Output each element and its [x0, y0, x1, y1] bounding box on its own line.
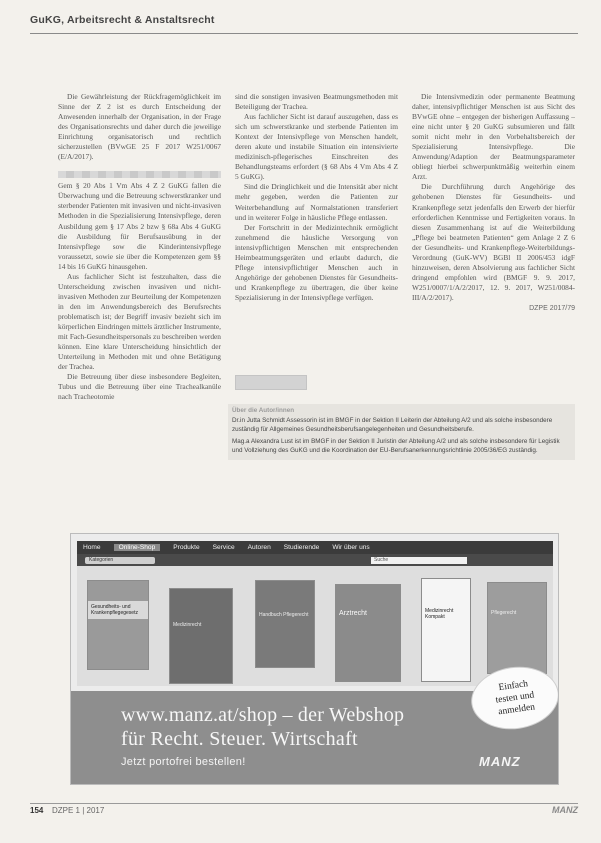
book-cover: Pflegerecht	[487, 582, 547, 674]
ad-nav-item-active: Online-Shop	[114, 544, 161, 551]
author-entry: Dr.in Jutta Schmidt Assessorin ist im BMGF in der Sektion II Leiterin der Abteilung A/2 und als solche insbesondere zuständig für Allgemeines Gesundheitsberufsangelegenheiten und Gesundheitsberufe.	[232, 417, 553, 434]
running-header	[30, 14, 578, 34]
text-column-1	[58, 92, 221, 402]
ad-nav-item: Home	[83, 544, 101, 551]
footer-brand-logo: MANZ	[552, 805, 578, 815]
author-box-heading: Über die Autor/innen	[232, 407, 295, 414]
article-signature: DZPE 2017/79	[529, 304, 575, 312]
page-number: 154	[30, 806, 44, 815]
book-cover: Medizinrecht Kompakt	[421, 578, 471, 682]
stamp-line: testen und	[495, 690, 535, 706]
ad-book-shelf	[77, 566, 553, 686]
paragraph: Die Intensivmedizin oder permanente Beatmung daher, intensivpflichtiger Menschen ist aus Sicht des BVwGE ohne – entgegen der bisherigen Auffassung – eine nicht unter § 20 GuKG subsumieren und fällt somit nicht mehr in den Vorbehaltsbereich der Spezialisierung Intensivpflege. Die Anwendung/Adaption der Beatmungsparameter obliegt hierbei schwerpunktmäßig weiterhin einem Arzt.	[412, 92, 575, 182]
paragraph: Die Durchführung durch Angehörige des gehobenen Dienstes für Gesundheits- und Krankenpflege setzt jedenfalls den Erwerb der hierfür erforderlichen Kenntnisse und Fertigkeiten voraus. In diesen Zusammenhang ist auf die Weiterbildung „Pflege bei beatmeten Patienten“ gem Anlage 2 Z 6 der Gesundheits- und Krankenpflege-Weiterbildungs-Verordnung (GuK-WV) BGBl II 2006/453 idgF hinzuweisen, deren Absolvierung aus fachlicher Sicht dringend empfohlen wird (BMGF 9. 9. 2017, W251/0007/1/A/2/2017, 12. 9. 2017, W251/0084-III/A/2/2017).	[412, 182, 575, 302]
ad-call-to-action[interactable]: Jetzt portofrei bestellen!	[121, 756, 246, 768]
book-cover: Handbuch Pflegerecht	[255, 580, 315, 668]
ad-nav-item: Autoren	[247, 544, 271, 551]
paragraph: sind die sonstigen invasiven Beatmungsmethoden mit Beteiligung der Trachea.	[235, 92, 398, 112]
ad-category-select: Kategorien	[85, 557, 155, 564]
paragraph: Der Fortschritt in der Medizintechnik ermöglicht zunehmend die häusliche Versorgung von intensivpflichtigen Menschen mit entsprechenden Heimbeatmungsgeräten und erlaubt dadurch, die Pflege intensivpflichtiger Menschen auch in Angehörige der gehobenen Dienstes für Gesundheits- und Krankenpflege zu übertragen, die über keine Spezialisierung in der Intensivpflege verfügen.	[235, 222, 398, 302]
paragraph: Die Betreuung über diese insbesondere Begleiten, Tubus und die Betreuung über eine Trachealkanüle nach Tracheotomie	[58, 372, 221, 402]
book-cover: Medizinrecht	[169, 588, 233, 684]
book-cover: Arztrecht	[335, 584, 401, 682]
author-entry: Mag.a Alexandra Lust ist im BMGF in der Sektion II Juristin der Abteilung A/2 und als solche insbesondere für Legistik und Vollziehung des GuKG und die Koordination der EU-Berufsanerkennungsrichtlinie 2005/36/EG zuständig.	[232, 437, 560, 454]
ad-slogan-tagline: für Recht. Steuer. Wirtschaft	[121, 728, 358, 750]
text-column-2	[235, 92, 398, 303]
paragraph: Sind die Dringlichkeit und die Intensität aber nicht mehr gegeben, werden die Patienten zur Weiterbehandlung auf Normalstationen transferiert und in weiterer Folge in häusliche Pflege entlassen.	[235, 182, 398, 222]
paragraph: Aus fachlicher Sicht ist festzuhalten, dass die Unterscheidung zwischen invasiven und nicht-invasiven Methoden zur Beurteilung der Kompetenzen in den im Anwendungsbereich des Berufsrechts problematisch ist; der Begriff invasiv bezieht sich im körperlichen Eindringen mittels ärztlicher Instrumente, mit Fach-Gesundheitspersonals zu beschreiben werden können. Eine klare Unterscheidung hinsichtlich der Unterteilung in Methoden mit und ohne Betätigung der Trachea.	[58, 271, 221, 372]
book-cover: Gesundheits- und Krankenpflegegesetz	[87, 580, 149, 670]
text-column-3	[412, 92, 575, 314]
ad-nav-item: Service	[212, 544, 235, 551]
ad-nav-item: Produkte	[173, 544, 200, 551]
author-info-box	[228, 404, 575, 460]
stamp-line: anmelden	[497, 702, 536, 718]
ad-search-field: Suche	[371, 557, 467, 564]
issue-label: DZPE 1 | 2017	[52, 806, 105, 815]
paragraph: Aus fachlicher Sicht ist darauf auszugehen, dass es sich um schwerstkranke und sterbende Patienten im Kontext der Intensivpflege von Menschen handelt, deren akute und instabile Situation ein intensivierte medizinisch-pflegerisches Einschreiten des Behandlungsteams erfordert (§ 68 Abs 4 Vm Abs 4 Z 5 GuKG).	[235, 112, 398, 182]
ad-slogan-url[interactable]: www.manz.at/shop – der Webshop	[121, 704, 405, 726]
author-box-label	[235, 375, 307, 390]
paragraph: Gem § 20 Abs 1 Vm Abs 4 Z 2 GuKG fallen die Überwachung und die Betreuung schwerstkranker und sterbender Patienten mit invasiven und nicht-invasiven Methoden in die Spezialisierung Intensivpflege, deren Ausbildung gem § 17 Abs 2 bzw § 68a Abs 4 GuKG die Ausbildung für Berufsausübung in der Intensivpflege sow die Kinderintensivpflege voraussetzt, sowie sie über die Kompetenzen gem §§ 14 bis 16 GuKG hinausgehen.	[58, 181, 221, 271]
ad-nav-bar	[77, 541, 553, 554]
paragraph: Die Gewährleistung der Rückfragemöglichkeit im Sinne der Z 2 ist es durch Entscheidung der Anwesenden innerhalb der Organisation, in der Frage des Organisationsrechts und daher durch die jeweilige Einrichtung organisatorisch und rechtlich sicherzustellen (BVwGE 25 F 2017 W251/0067 (E/A/2017).	[58, 92, 221, 162]
manz-logo: MANZ	[479, 754, 521, 769]
section-divider	[58, 171, 221, 178]
ad-nav-item: Wir über uns	[332, 544, 370, 551]
stamp-line: Einfach	[497, 679, 529, 694]
ad-nav-item: Studierende	[283, 544, 320, 551]
manz-webshop-ad[interactable]	[70, 533, 559, 785]
header-title: GuKG, Arbeitsrecht & Anstaltsrecht	[30, 14, 215, 26]
page-footer	[30, 803, 578, 817]
